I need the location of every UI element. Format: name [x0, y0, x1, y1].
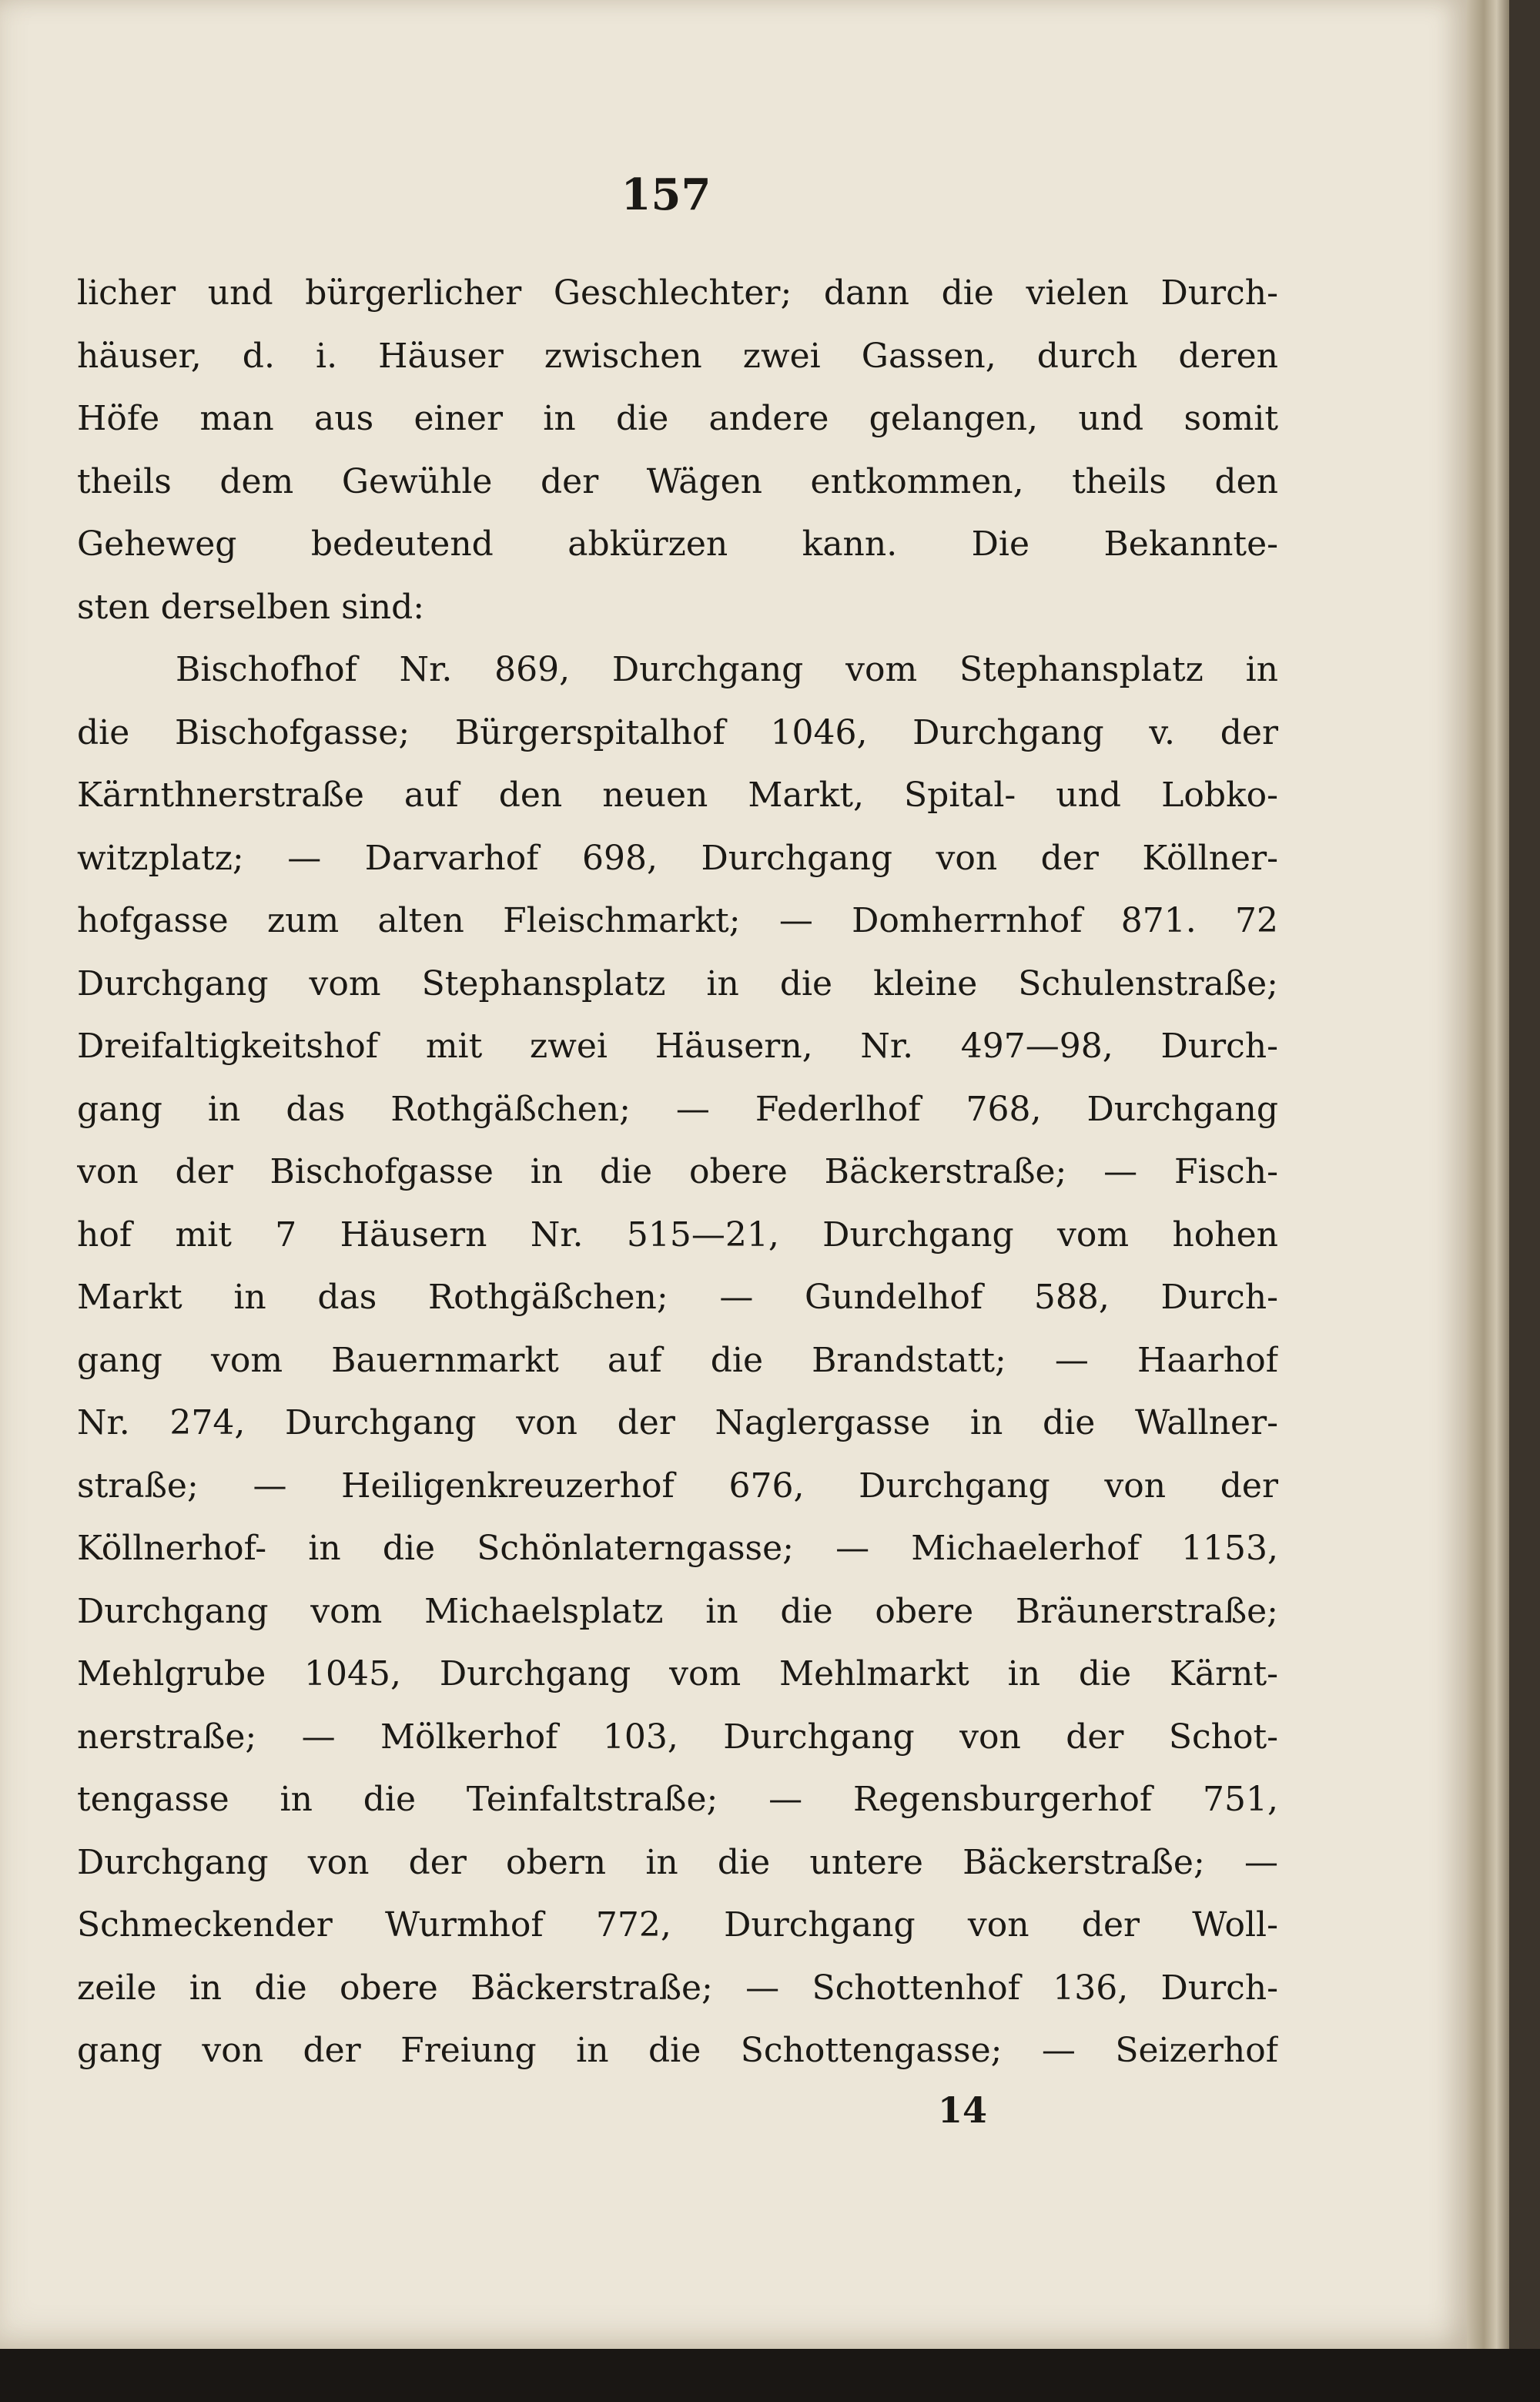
text-line: tengasse in die Teinfaltstraße; — Regensburgerhof 751,	[77, 1780, 1278, 1819]
text-line: Markt in das Rothgäßchen; — Gundelhof 588, Durch-	[77, 1278, 1278, 1317]
text-line: Durchgang vom Stephansplatz in die kleine Schulenstraße;	[77, 963, 1278, 1003]
text-line: Geheweg bedeutend abkürzen kann. Die Bekannte-	[77, 524, 1278, 564]
text-line: witzplatz; — Darvarhof 698, Durchgang von der Köllner-	[77, 838, 1278, 878]
signature-mark: 14	[937, 2089, 987, 2131]
book-spine	[1509, 0, 1540, 2402]
text-line: Dreifaltigkeitshof mit zwei Häusern, Nr. 497—98, Durch-	[77, 1027, 1278, 1066]
text-line: gang in das Rothgäßchen; — Federlhof 768, Durchgang	[77, 1089, 1278, 1129]
text-line: hof mit 7 Häusern Nr. 515—21, Durchgang vom hohen	[77, 1214, 1278, 1255]
text-line: Mehlgrube 1045, Durchgang vom Mehlmarkt in die Kärnt-	[77, 1654, 1278, 1693]
text-line: sten derselben sind:	[77, 587, 425, 627]
text-line: Schmeckender Wurmhof 772, Durchgang von der Woll-	[77, 1905, 1278, 1945]
text-line: hofgasse zum alten Fleischmarkt; — Domherrnhof 871. 72	[77, 901, 1278, 940]
text-line: licher und bürgerlicher Geschlechter; dann die vielen Durch-	[77, 273, 1278, 313]
text-line: Köllnerhof- in die Schönlaterngasse; — Michaelerhof 1153,	[77, 1529, 1278, 1568]
bottom-margin	[0, 2349, 1540, 2402]
text-line: gang von der Freiung in die Schottengasse; — Seizerhof	[77, 2031, 1278, 2070]
text-line: Nr. 274, Durchgang von der Naglergasse in die Wallner-	[77, 1403, 1278, 1442]
text-line: Bischofhof Nr. 869, Durchgang vom Stephansplatz in	[176, 650, 1278, 689]
page-number: 157	[621, 169, 711, 220]
text-line: zeile in die obere Bäckerstraße; — Schottenhof 136, Durch-	[77, 1968, 1278, 2008]
text-line: Höfe man aus einer in die andere gelangen, und somit	[77, 399, 1278, 438]
text-line: häuser, d. i. Häuser zwischen zwei Gassen, durch deren	[77, 336, 1278, 376]
text-line: nerstraße; — Mölkerhof 103, Durchgang von der Schot-	[77, 1717, 1278, 1757]
text-line: die Bischofgasse; Bürgerspitalhof 1046, Durchgang v. der	[77, 712, 1278, 752]
text-line: Durchgang von der obern in die untere Bäckerstraße; —	[77, 1842, 1278, 1882]
body-text	[77, 262, 1278, 2082]
text-line: gang vom Bauernmarkt auf die Brandstatt; — Haarhof	[77, 1340, 1278, 1380]
page-edge	[1467, 0, 1509, 2364]
text-line: Durchgang vom Michaelsplatz in die obere Bräunerstraße;	[77, 1591, 1278, 1631]
text-line: Kärnthnerstraße auf den neuen Markt, Spital- und Lobko-	[77, 776, 1278, 815]
text-line: straße; — Heiligenkreuzerhof 676, Durchgang von der	[77, 1466, 1278, 1506]
text-line: von der Bischofgasse in die obere Bäckerstraße; — Fisch-	[77, 1152, 1278, 1191]
text-line: theils dem Gewühle der Wägen entkommen, theils den	[77, 461, 1278, 501]
